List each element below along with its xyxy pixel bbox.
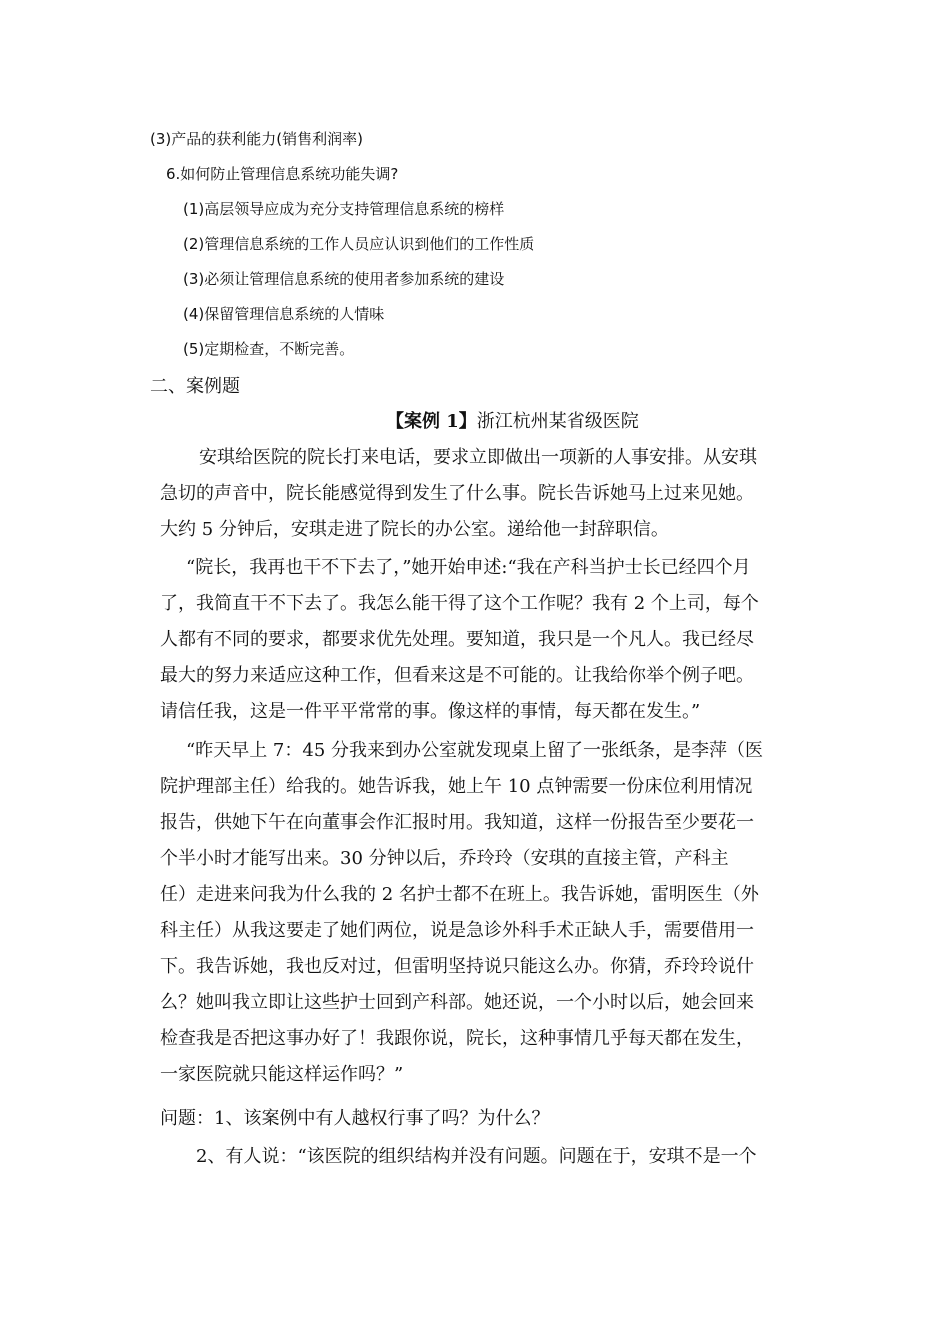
question-2: 2、有人说：“该医院的组织结构并没有问题。问题在于，安琪不是一个 [196, 1146, 757, 1167]
case-paragraph-line: 个半小时才能写出来。30 分钟以后，乔玲玲（安琪的直接主管，产科主 [160, 848, 729, 869]
question-6: 6.如何防止管理信息系统功能失调? [166, 165, 399, 183]
case-paragraph-line: 科主任）从我这要走了她们两位，说是急诊外科手术正缺人手，需要借用一 [160, 920, 754, 941]
case-paragraph-line: “昨天早上 7：45 分我来到办公室就发现桌上留了一张纸条，是李萍（医 [186, 740, 763, 761]
case-paragraph-line: 么？她叫我立即让这些护士回到产科部。她还说，一个小时以后，她会回来 [160, 992, 754, 1013]
question-6-item: (5)定期检查，不断完善。 [183, 340, 355, 358]
case-paragraph-line: 人都有不同的要求，都要求优先处理。要知道，我只是一个凡人。我已经尽 [160, 629, 754, 650]
case-paragraph-line: 一家医院就只能这样运作吗？” [160, 1064, 404, 1085]
case-paragraph-line: 报告，供她下午在向董事会作汇报时用。我知道，这样一份报告至少要花一 [160, 812, 754, 833]
case-title-label: 【案例 1】 [386, 411, 477, 432]
case-paragraph-line: 检查我是否把这事办好了！我跟你说，院长，这种事情几乎每天都在发生， [160, 1028, 754, 1049]
case-paragraph-line: 任）走进来问我为什么我的 2 名护士都不在班上。我告诉她，雷明医生（外 [160, 884, 759, 905]
question-1: 问题：1、该案例中有人越权行事了吗？为什么？ [160, 1108, 550, 1129]
case-paragraph-line: 急切的声音中，院长能感觉得到发生了什么事。院长告诉她马上过来见她。 [160, 483, 754, 504]
question-6-item: (2)管理信息系统的工作人员应认识到他们的工作性质 [183, 235, 535, 253]
case-paragraph-line: 大约 5 分钟后，安琪走进了院长的办公室。递给他一封辞职信。 [160, 519, 669, 540]
case-title [386, 407, 639, 433]
case-paragraph-line: 了，我简直干不下去了。我怎么能干得了这个工作呢？我有 2 个上司，每个 [160, 593, 759, 614]
case-paragraph-line: 请信任我，这是一件平平常常的事。像这样的事情，每天都在发生。” [160, 701, 701, 722]
case-title-text: 浙江杭州某省级医院 [476, 411, 639, 432]
list-item-3: (3)产品的获利能力(销售利润率) [150, 130, 363, 148]
case-paragraph-line: 院护理部主任）给我的。她告诉我，她上午 10 点钟需要一份床位利用情况 [160, 776, 753, 797]
question-6-item: (3)必须让管理信息系统的使用者参加系统的建设 [183, 270, 505, 288]
case-paragraph-line: 下。我告诉她，我也反对过，但雷明坚持说只能这么办。你猜，乔玲玲说什 [160, 956, 754, 977]
case-paragraph-line: “院长，我再也干不下去了，”她开始申述:“我在产科当护士长已经四个月 [186, 557, 751, 578]
question-6-item: (4)保留管理信息系统的人情味 [183, 305, 385, 323]
case-paragraph-line: 最大的努力来适应这种工作，但看来这是不可能的。让我给你举个例子吧。 [160, 665, 754, 686]
section-heading: 二、案例题 [150, 376, 240, 397]
question-6-item: (1)高层领导应成为充分支持管理信息系统的榜样 [183, 200, 505, 218]
case-paragraph-line: 安琪给医院的院长打来电话，要求立即做出一项新的人事安排。从安琪 [199, 447, 757, 468]
